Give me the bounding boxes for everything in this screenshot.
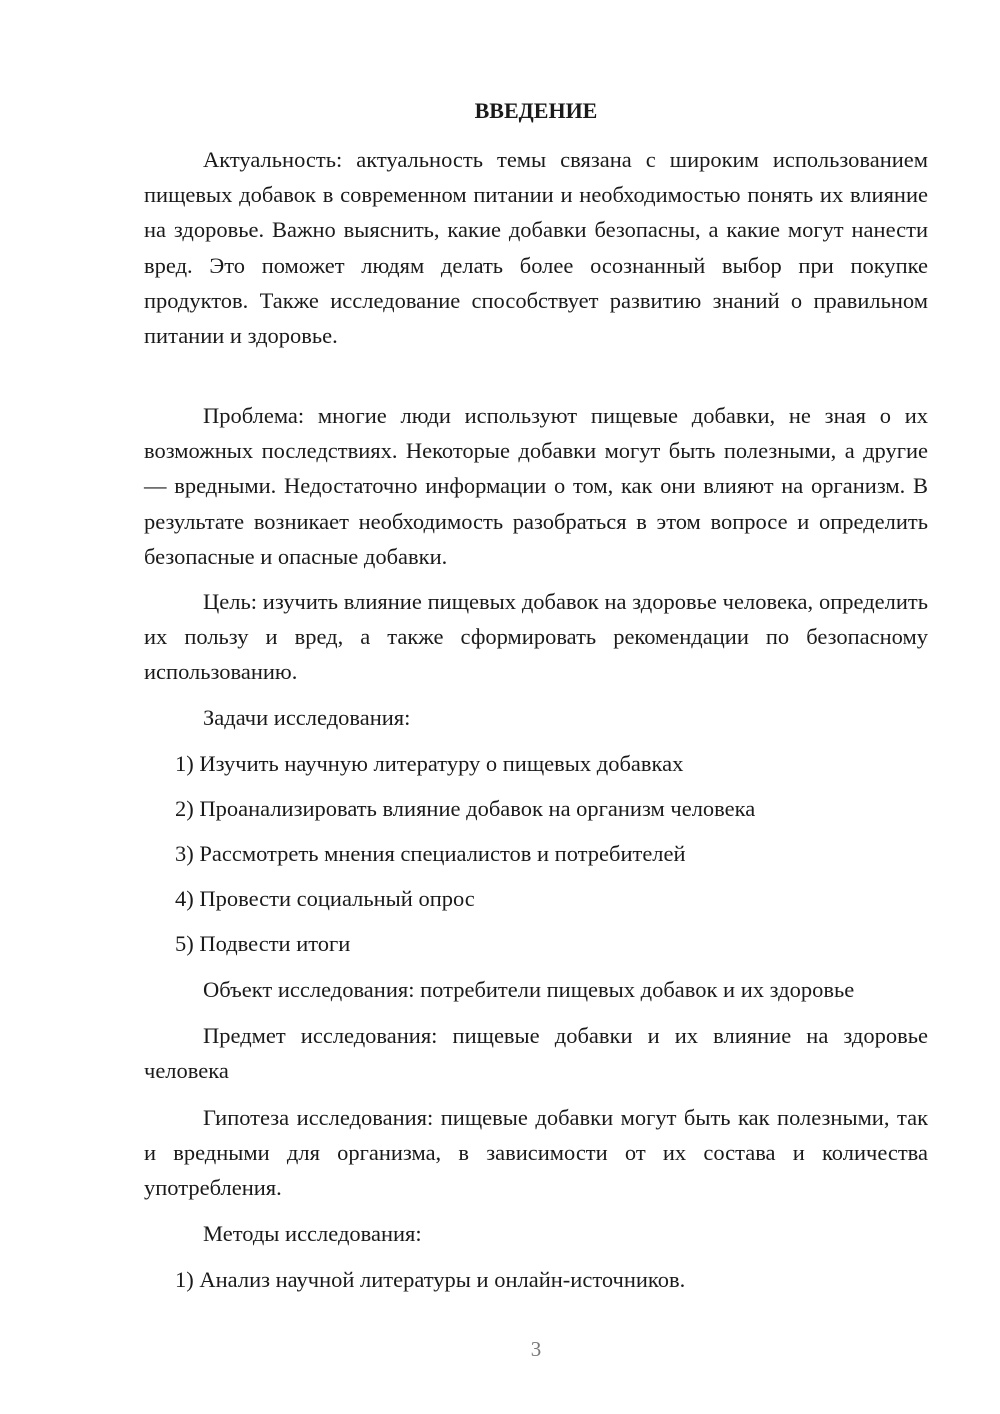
tasks-title: Задачи исследования:: [203, 705, 411, 730]
document-page: [144, 0, 928, 1414]
task-item: 1) Изучить научную литературу о пищевых добавках: [175, 751, 684, 776]
subject-paragraph: Предмет исследования: пищевые добавки и их влияние на здоровье человека: [144, 1023, 928, 1084]
task-item: 2) Проанализировать влияние добавок на организм человека: [175, 796, 756, 821]
object-paragraph: Объект исследования: потребители пищевых добавок и их здоровье: [203, 977, 855, 1002]
method-item: 1) Анализ научной литературы и онлайн-источников.: [175, 1267, 686, 1292]
page-title: ВВЕДЕНИЕ: [474, 98, 598, 123]
task-item: 5) Подвести итоги: [175, 931, 351, 956]
methods-title: Методы исследования:: [203, 1221, 422, 1246]
page-number: 3: [530, 1337, 542, 1361]
task-item: 4) Провести социальный опрос: [175, 886, 475, 911]
relevance-paragraph: Актуальность: актуальность темы связана с широким использованием пищевых добавок в современном питании и необходимостью понять их влияние на здоровье. Важно выяснить, какие добавки безопасны, а какие могут нанести вред. Это поможет людям делать более осознанный выбор при покупке продуктов. Также исследование способствует развитию знаний о правильном питании и здоровье.: [144, 147, 928, 349]
hypothesis-paragraph: Гипотеза исследования: пищевые добавки могут быть как полезными, так и вредными для организма, в зависимости от их состава и количества употребления.: [144, 1105, 928, 1201]
problem-paragraph: Проблема: многие люди используют пищевые добавки, не зная о их возможных последствиях. Некоторые добавки могут быть полезными, а другие — вредными. Недостаточно информации о том, как они влияют на организм. В результате возникает необходимость разобраться в этом вопросе и определить безопасные и опасные добавки.: [144, 403, 928, 569]
task-item: 3) Рассмотреть мнения специалистов и потребителей: [175, 841, 686, 866]
goal-paragraph: Цель: изучить влияние пищевых добавок на здоровье человека, определить их пользу и вред, а также сформировать рекомендации по безопасному использованию.: [144, 589, 928, 685]
